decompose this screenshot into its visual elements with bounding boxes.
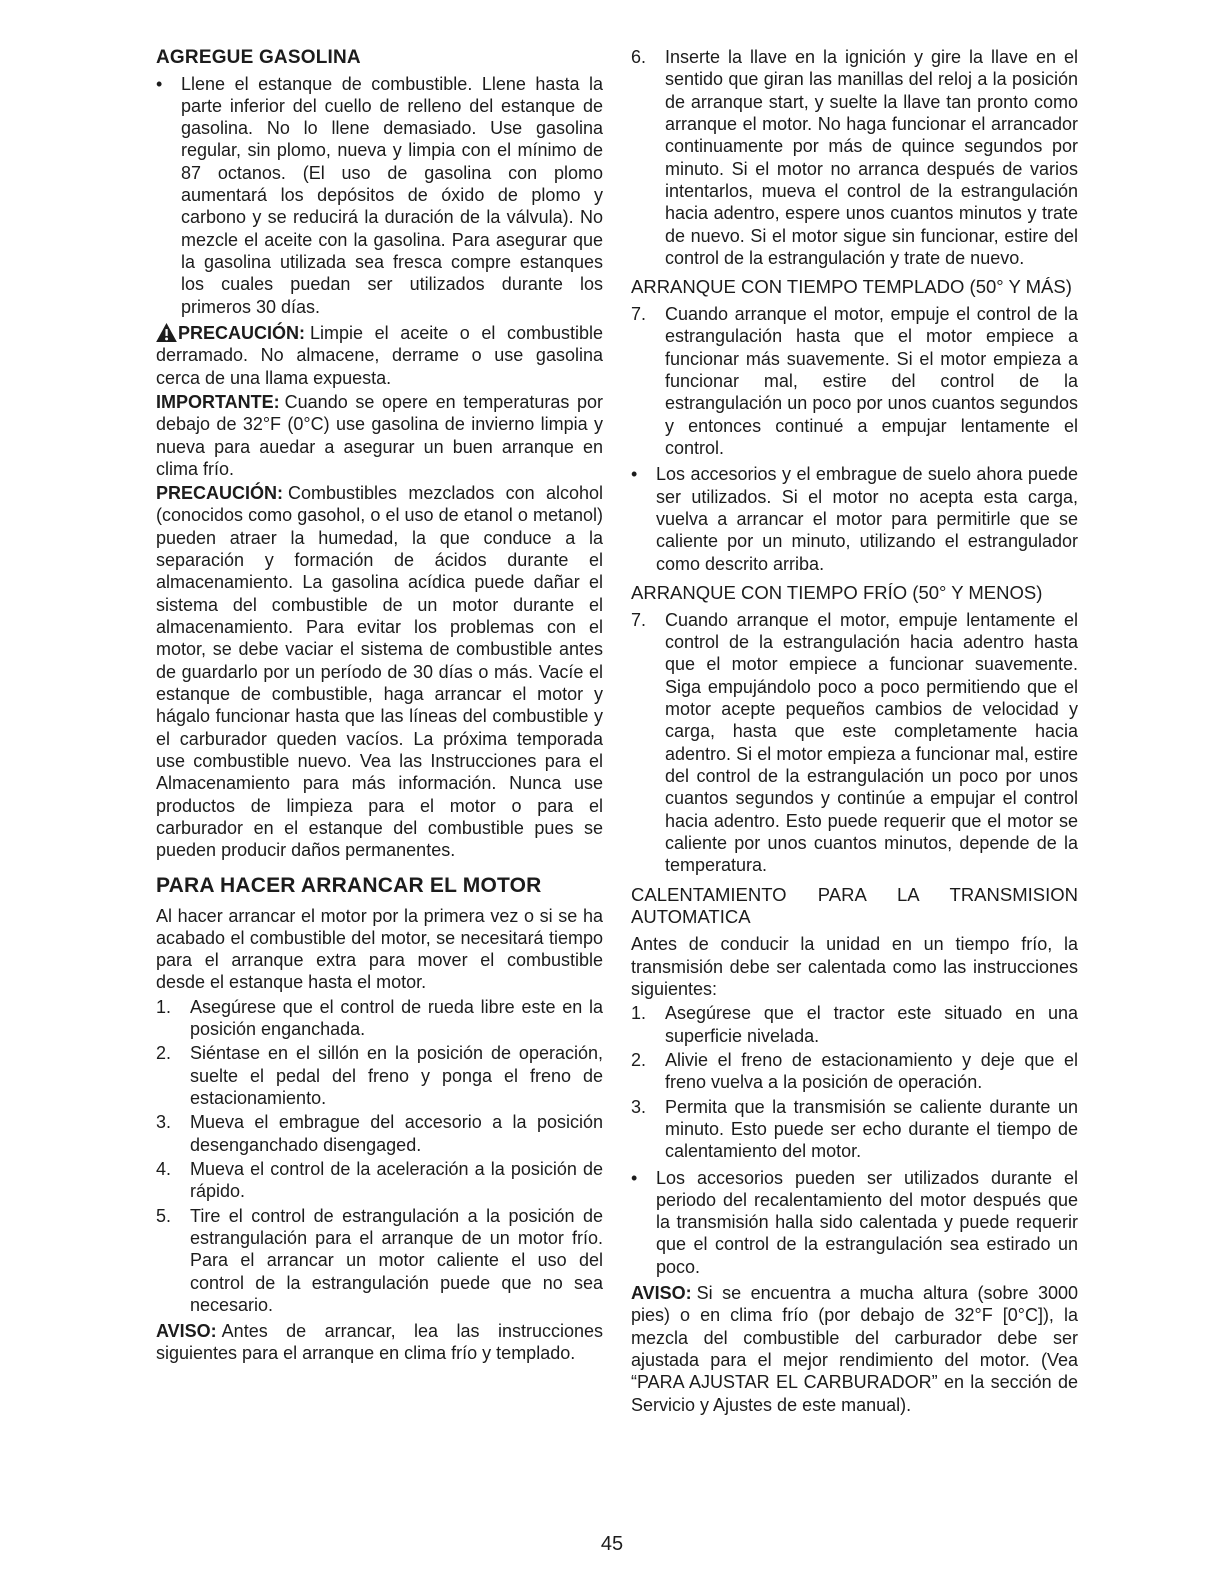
aviso-paragraph-left [156, 1320, 603, 1365]
step-number: 1. [156, 996, 172, 1017]
bullet-marker: • [631, 1167, 638, 1188]
importante-text: Cuando se opere en temperaturas por debajo de 32°F (0°C) use gasolina de invierno limpia y nueva para auedar a asegurar un buen arranque en clima frío. [156, 391, 603, 479]
right-column [631, 46, 1078, 1418]
start-engine-steps [156, 996, 603, 1316]
caution-text: Limpie el aceite o el combustible derramado. No almacene, derrame o use gasolina cerca de una llama expuesta. [156, 322, 603, 388]
step-text: Alivie el freno de estacionamiento y deje que el freno vuelva a la posición de operación. [665, 1049, 1078, 1093]
aviso-text: Si se encuentra a mucha altura (sobre 3000 pies) o en clima frío (por debajo de 32°F [0°C]), la mezcla del combustible del carburador debe ser ajustada para el mejor rendimiento del motor. (Vea “PARA AJUSTAR EL CARBURADOR” en la sección de Servicio y Ajustes de este manual). [631, 1283, 1078, 1415]
section-title-arrancar-motor: PARA HACER ARRANCAR EL MOTOR [156, 874, 542, 898]
step-item [631, 1002, 1078, 1047]
step-text: Mueva el control de la aceleración a la posición de rápido. [190, 1158, 603, 1202]
warm-bullet-text: Los accesorios y el embrague de suelo ahora puede ser utilizados. Si el motor no acepta esta carga, vuelva a arrancar el motor para permitirle que se caliente por un minuto, utilizando el estrangulador como descrito arriba. [656, 464, 1078, 574]
step-item [631, 303, 1078, 459]
subheading-warm-start: ARRANQUE CON TIEMPO TEMPLADO (50° Y MÁS) [631, 276, 1072, 298]
step-item [156, 996, 603, 1041]
step-number: 1. [631, 1003, 647, 1024]
step-text: Cuando arranque el motor, empuje el control de la estrangulación hasta que el motor empiece a funcionar más suavemente. Si el motor empieza a funcionar mal, estire del control de la estrangulación un poco por unos cuantos segundos y entonces continué a empujar lentamente el control. [665, 304, 1078, 458]
bullet-marker: • [631, 464, 638, 485]
caution-paragraph-2 [156, 482, 603, 861]
page-number: 45 [600, 1533, 624, 1555]
step-number: 7. [631, 304, 647, 325]
left-column [156, 46, 603, 1418]
warmup-bullet-text: Los accesorios pueden ser utilizados durante el periodo del recalentamiento del motor después que la transmisión halla sido calentada y puede requerir que el control de la estrangulación sea estirado un poco. [656, 1167, 1078, 1277]
caution-paragraph-1 [156, 322, 603, 389]
step-item [156, 1042, 603, 1109]
start-engine-intro: Al hacer arrancar el motor por la primera vez o si se ha acabado el combustible del motor, se necesitará tiempo para el arranque extra para mover el combustible desde el estanque hasta el motor. [156, 905, 603, 993]
caution2-text: Combustibles mezclados con alcohol (conocidos como gasohol, o el uso de etanol o metanol) pueden atraer la humedad, la que conduce a la separación y formación de ácidos durante el almacenamiento. La gasolina acídica puede dañar el sistema del combustible de un motor durante el almacenamiento. Para evitar los problemas con el motor, se debe vaciar el sistema de combustible antes de guardarlo por un período de 30 días o más. Vacíe el estanque de combustible, haga arrancar el motor y hágalo funcionar hasta que las líneas del combustible y el carburador queden vacíos. La próxima temporada use combustible nuevo. Vea las Instrucciones para el Almacenamiento para más información. Nunca use productos de limpieza para el motor o para el carburador en el estanque del combustible pues se pueden producir daños permanentes. [156, 483, 603, 861]
warmup-steps [631, 1002, 1078, 1162]
step-text: Cuando arranque el motor, empuje lentamente el control de la estrangulación hacia adentro hasta que el motor empiece a funcionar suavemente. Siga empujándolo poco a poco permitiendo que el motor acepte pequeños cambios de velocidad y carga, hasta que este completamente hacia adentro. Si el motor empieza a funcionar mal, estire del control de la estrangulación un poco por unos cuantos segundos y continúe a empujar el control hacia adentro. Esto puede requerir que el motor se caliente por unos cuantos minutos, depende de la temperatura. [665, 609, 1078, 876]
step-item [156, 1111, 603, 1156]
step-item [156, 1205, 603, 1317]
aviso-label: AVISO: [631, 1283, 692, 1304]
step-text: Asegúrese que el tractor este situado en una superficie nivelada. [665, 1003, 1078, 1046]
caution-label: PRECAUCIÓN: [178, 322, 306, 343]
step-number: 4. [156, 1158, 172, 1179]
step-text: Inserte la llave en la ignición y gire la llave en el sentido que giran las manillas del reloj a la posición de arranque start, y suelte la llave tan pronto como arranque el motor. No haga funcionar el arrancador continuamente por más de quince segundos por minuto. Si el motor no arranca después de varios intentarlos, mueva el control de la estrangulación hacia adentro, espere unos cuantos minutos y trate de nuevo. Si el motor sigue sin funcionar, estire del control de la estrangulación y trate de nuevo. [665, 47, 1078, 268]
aviso-paragraph-right [631, 1282, 1078, 1416]
step-text: Mueva el embrague del accesorio a la posición desenganchado disengaged. [190, 1112, 603, 1155]
step-item [631, 1096, 1078, 1163]
aviso-text: Antes de arrancar, lea las instrucciones siguientes para el arranque en clima frío y templado. [156, 1321, 603, 1364]
step-number: 6. [631, 47, 647, 67]
step-text: Tire el control de estrangulación a la posición de estrangulación para el arranque de un motor frío. Para el arrancar un motor caliente el uso del control de la estrangulación puede que no sea necesario. [190, 1205, 603, 1315]
step-number: 2. [631, 1049, 647, 1070]
warm-bullet-item [631, 463, 1078, 575]
step-text: Siéntase en el sillón en la posición de operación, suelte el pedal del freno y ponga el freno de estacionamiento. [190, 1043, 603, 1109]
step-item [631, 609, 1078, 877]
fuel-bullet-text: Llene el estanque de combustible. Llene hasta la parte inferior del cuello de relleno del estanque de gasolina. No lo llene demasiado. Use gasolina regular, sin plomo, nueva y limpia con el mínimo de 87 octanos. (El uso de gasolina con plomo aumentará los depósitos de óxido de plomo y carbono y se reducirá la duración de la válvula). No mezcle el aceite con la gasolina. Para asegurar que la gasolina utilizada sea fresca compre estanques los cuales puedan ser utilizados durante los primeros 30 días. [181, 73, 603, 317]
step-text: Asegúrese que el control de rueda libre este en la posición enganchada. [190, 996, 603, 1040]
step-number: 2. [156, 1043, 172, 1064]
fuel-bullet-item [156, 73, 603, 318]
step-item [631, 1049, 1078, 1094]
subheading-transmission-warmup: CALENTAMIENTO PARA LA TRANSMISION AUTOMATICA [631, 883, 1078, 928]
warning-triangle-icon [156, 323, 177, 342]
step-text: Permita que la transmisión se caliente durante un minuto. Esto puede ser echo durante el tiempo de calentamiento del motor. [665, 1096, 1078, 1162]
warmup-intro: Antes de conducir la unidad en un tiempo frío, la transmisión debe ser calentada como las instrucciones siguientes: [631, 934, 1078, 999]
step-number: 3. [156, 1112, 172, 1133]
caution2-label: PRECAUCIÓN: [156, 483, 284, 504]
bullet-marker: • [156, 73, 163, 94]
step-number: 7. [631, 609, 647, 630]
step-number: 3. [631, 1096, 647, 1117]
step-number: 5. [156, 1205, 172, 1226]
aviso-label: AVISO: [156, 1321, 217, 1342]
section-title-agregue-gasolina: AGREGUE GASOLINA [156, 47, 361, 68]
step-item [631, 46, 1078, 269]
step-item [156, 1158, 603, 1203]
warmup-bullet-item [631, 1167, 1078, 1279]
importante-paragraph [156, 391, 603, 480]
subheading-cold-start: ARRANQUE CON TIEMPO FRÍO (50° Y MENOS) [631, 581, 1043, 603]
importante-label: IMPORTANTE: [156, 391, 280, 412]
